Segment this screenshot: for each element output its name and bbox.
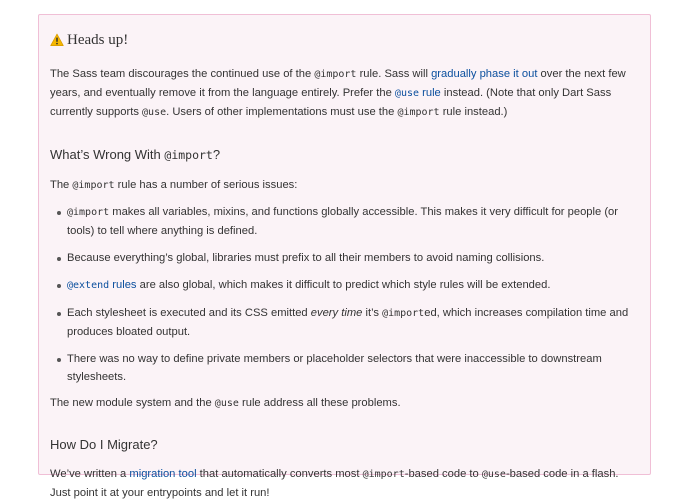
text: rule instead.) xyxy=(439,106,508,118)
list-item xyxy=(57,203,638,240)
text: -based code in a flash. Just point it at your entrypoints and let it run! xyxy=(50,468,619,499)
code-use: @use xyxy=(481,469,506,480)
list-item xyxy=(57,350,638,386)
code-extend: @extend xyxy=(67,280,110,291)
whats-wrong-heading xyxy=(50,146,638,164)
extend-rules-link[interactable] xyxy=(67,279,137,291)
callout-title xyxy=(50,29,638,51)
callout-heading: Heads up! xyxy=(67,31,129,48)
code-import: @import xyxy=(67,207,110,218)
text: that automatically converts most xyxy=(196,468,363,480)
text: ed, which increases compilation time and produces bloated output. xyxy=(67,307,629,338)
use-rule-link[interactable] xyxy=(395,87,441,99)
text: rule address all these problems. xyxy=(238,397,401,409)
deprecation-paragraph xyxy=(50,65,638,122)
list-item xyxy=(57,304,638,341)
text: The xyxy=(50,179,73,191)
migration-tool-link[interactable]: migration tool xyxy=(129,468,197,480)
link-text: rule xyxy=(419,87,441,99)
issues-lead xyxy=(50,176,638,195)
how-to-migrate-heading: How Do I Migrate? xyxy=(50,437,158,452)
text: There was no way to define private members or placeholder selectors that were inaccessible to downstream stylesheets. xyxy=(67,353,602,383)
text: ? xyxy=(212,147,221,162)
heads-up-callout xyxy=(38,14,651,499)
text: rule. Sass will xyxy=(356,68,432,80)
module-system-paragraph xyxy=(50,394,638,413)
link-text: rules xyxy=(109,279,137,291)
list-item xyxy=(57,249,638,267)
code-import: @import xyxy=(314,69,357,80)
code-import: @import xyxy=(72,180,115,191)
text: makes all variables, mixins, and functions globally accessible. This makes it very difficult for people (or tools) to tell where anything is defined. xyxy=(67,206,618,237)
text: rule has a number of serious issues: xyxy=(114,179,298,191)
migration-paragraph xyxy=(50,465,638,502)
text: Because everything’s global, libraries must prefix to all their members to avoid naming collisions. xyxy=(67,252,545,264)
code-use: @use xyxy=(142,107,167,118)
code-use: @use xyxy=(394,88,420,99)
text: instead. (Note that only Dart Sass currently supports xyxy=(50,87,612,118)
list-item xyxy=(57,276,638,295)
text: over the next few years, and eventually remove it from the language entirely. Prefer the xyxy=(50,68,626,99)
emphasis: every time xyxy=(310,307,363,319)
text: are also global, which makes it difficult to predict which style rules will be extended. xyxy=(136,279,551,291)
text: it’s xyxy=(362,307,383,319)
text: What’s Wrong With xyxy=(50,147,165,162)
text: -based code to xyxy=(404,468,482,480)
text: Each stylesheet is executed and its CSS emitted xyxy=(67,307,311,319)
text: The Sass team discourages the continued use of the xyxy=(50,68,315,80)
text: . Users of other implementations must use the xyxy=(166,106,398,118)
code-import: @import xyxy=(362,469,405,480)
code-import: @import xyxy=(382,308,425,319)
code-use: @use xyxy=(214,398,239,409)
phase-out-link[interactable]: gradually phase it out xyxy=(431,68,538,80)
code-import: @import xyxy=(397,107,440,118)
text: We’ve written a xyxy=(50,468,130,480)
warning-icon xyxy=(50,33,64,47)
issues-list xyxy=(50,203,638,386)
text: The new module system and the xyxy=(50,397,215,409)
code-import: @import xyxy=(164,148,213,162)
